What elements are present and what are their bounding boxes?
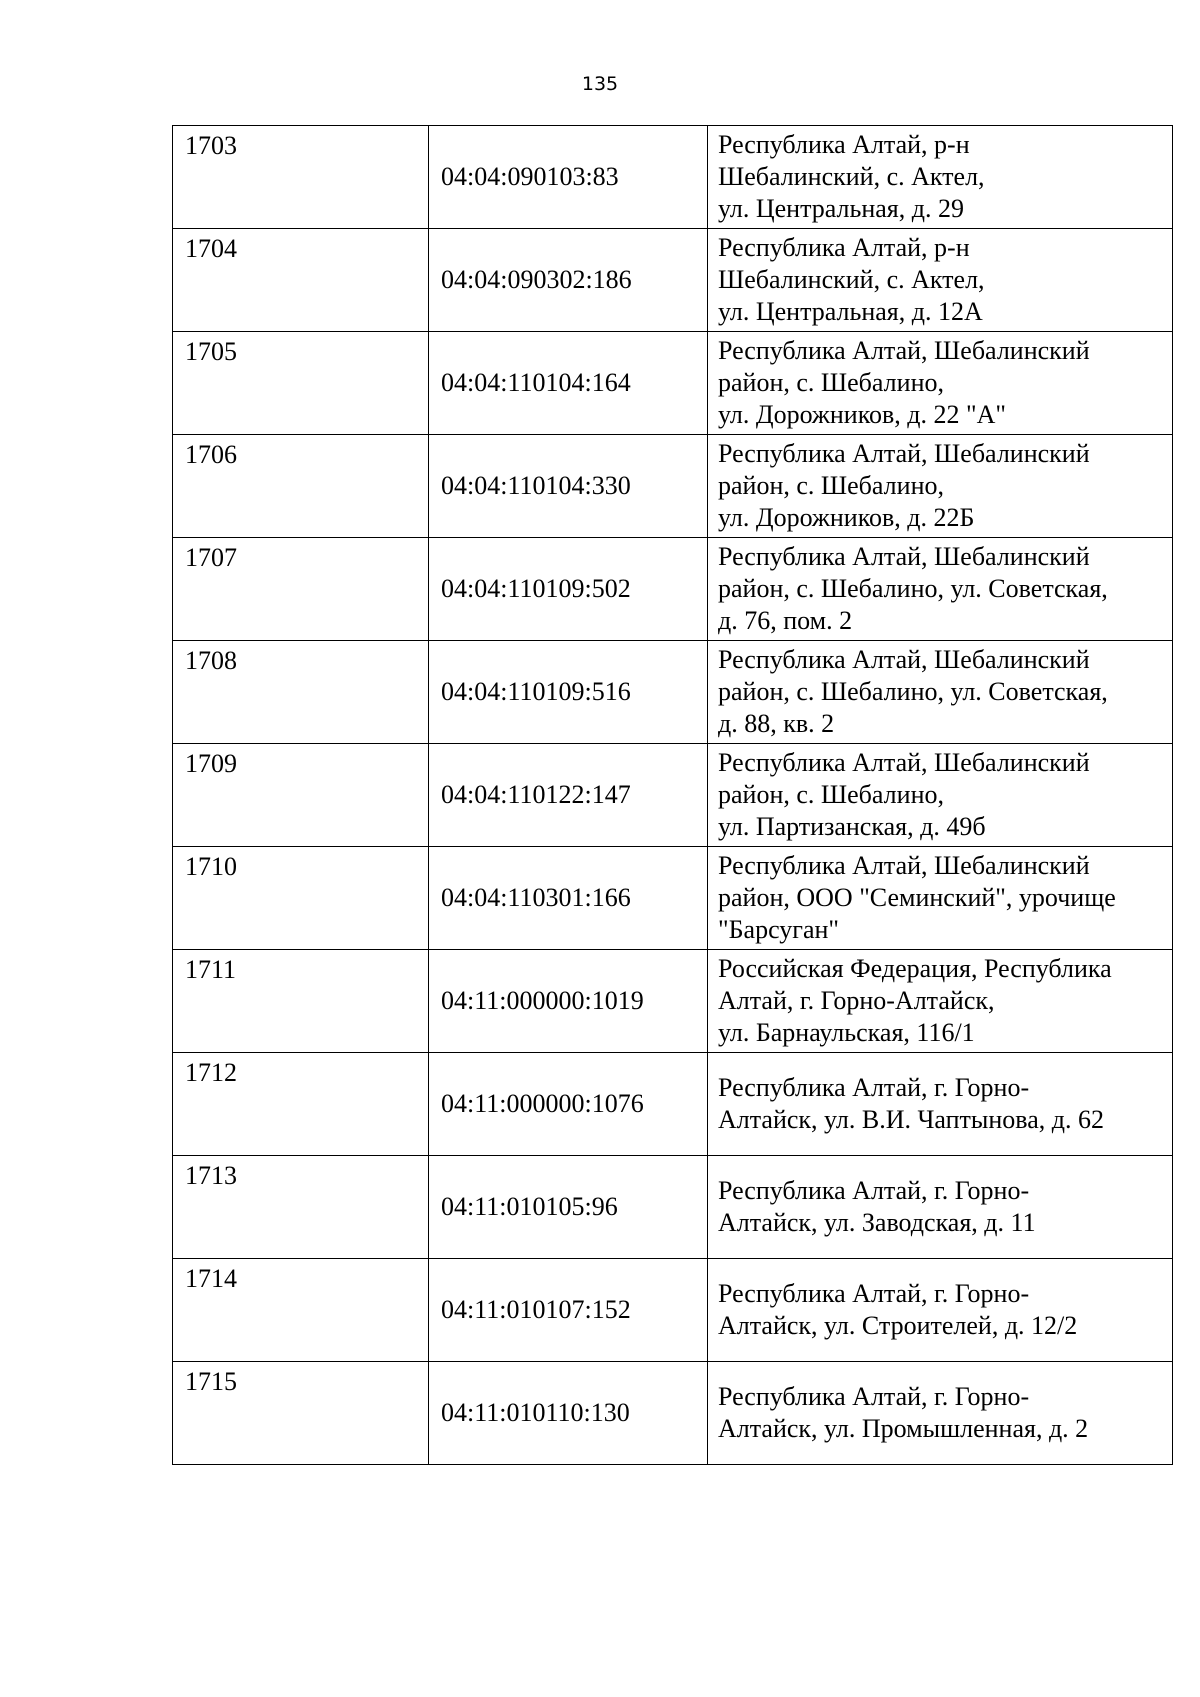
- table-row: [173, 744, 1173, 847]
- table-row: [173, 950, 1173, 1053]
- address-cell: [708, 950, 1173, 1053]
- cadastral-number-cell: 04:04:110301:166: [429, 847, 708, 950]
- address-line: Алтайск, ул. Заводская, д. 11: [718, 1208, 1036, 1237]
- table-row: [173, 1362, 1173, 1465]
- table-row: [173, 126, 1173, 229]
- address-line: район, с. Шебалино,: [718, 368, 944, 397]
- address-line: район, с. Шебалино,: [718, 780, 944, 809]
- address-line: ул. Барнаульская, 116/1: [718, 1018, 975, 1047]
- address-line: район, с. Шебалино, ул. Советская,: [718, 574, 1108, 603]
- table-row: [173, 847, 1173, 950]
- cadastral-number-cell: 04:11:000000:1019: [429, 950, 708, 1053]
- address-line: район, с. Шебалино, ул. Советская,: [718, 677, 1108, 706]
- address-line: Алтайск, ул. Промышленная, д. 2: [718, 1414, 1089, 1443]
- address-cell: [708, 538, 1173, 641]
- address-line: д. 88, кв. 2: [718, 709, 835, 738]
- address-line: "Барсуган": [718, 915, 840, 944]
- address-line: Республика Алтай, г. Горно-: [718, 1382, 1030, 1411]
- cadastral-number-cell: 04:04:110122:147: [429, 744, 708, 847]
- cadastral-number-cell: 04:11:010107:152: [429, 1259, 708, 1362]
- row-number-cell: 1706: [173, 435, 429, 538]
- address-line: район, с. Шебалино,: [718, 471, 944, 500]
- cadastral-number-cell: 04:11:010110:130: [429, 1362, 708, 1465]
- cadastral-number-cell: 04:04:110109:502: [429, 538, 708, 641]
- address-line: Республика Алтай, Шебалинский: [718, 336, 1090, 365]
- address-line: Республика Алтай, Шебалинский: [718, 439, 1090, 468]
- address-cell: [708, 744, 1173, 847]
- row-number-cell: 1711: [173, 950, 429, 1053]
- address-line: Республика Алтай, г. Горно-: [718, 1279, 1030, 1308]
- cadastral-number-cell: 04:04:110109:516: [429, 641, 708, 744]
- address-cell: [708, 332, 1173, 435]
- address-line: Республика Алтай, Шебалинский: [718, 542, 1090, 571]
- table-row: [173, 229, 1173, 332]
- address-line: Республика Алтай, Шебалинский: [718, 851, 1090, 880]
- address-line: ул. Дорожников, д. 22Б: [718, 503, 975, 532]
- table-row: [173, 538, 1173, 641]
- row-number-cell: 1704: [173, 229, 429, 332]
- address-line: Республика Алтай, р-н: [718, 130, 970, 159]
- address-line: Шебалинский, с. Актел,: [718, 265, 985, 294]
- address-cell: [708, 641, 1173, 744]
- address-cell: [708, 1053, 1173, 1156]
- address-line: район, ООО "Семинский", урочище: [718, 883, 1116, 912]
- cadastral-number-cell: 04:11:010105:96: [429, 1156, 708, 1259]
- address-cell: [708, 847, 1173, 950]
- address-line: Республика Алтай, Шебалинский: [718, 645, 1090, 674]
- row-number-cell: 1710: [173, 847, 429, 950]
- address-cell: [708, 1259, 1173, 1362]
- table-row: [173, 1156, 1173, 1259]
- address-line: ул. Центральная, д. 12А: [718, 297, 983, 326]
- row-number-cell: 1709: [173, 744, 429, 847]
- address-line: Республика Алтай, г. Горно-: [718, 1073, 1030, 1102]
- cadastral-number-cell: 04:11:000000:1076: [429, 1053, 708, 1156]
- row-number-cell: 1713: [173, 1156, 429, 1259]
- table-row: [173, 435, 1173, 538]
- table-row: [173, 1053, 1173, 1156]
- registry-table: [172, 125, 1173, 1465]
- address-cell: [708, 435, 1173, 538]
- address-cell: [708, 1156, 1173, 1259]
- address-line: Республика Алтай, р-н: [718, 233, 970, 262]
- address-line: д. 76, пом. 2: [718, 606, 853, 635]
- row-number-cell: 1708: [173, 641, 429, 744]
- address-line: Шебалинский, с. Актел,: [718, 162, 985, 191]
- address-cell: [708, 229, 1173, 332]
- cadastral-number-cell: 04:04:090302:186: [429, 229, 708, 332]
- cadastral-number-cell: 04:04:090103:83: [429, 126, 708, 229]
- row-number-cell: 1712: [173, 1053, 429, 1156]
- table-row: [173, 1259, 1173, 1362]
- address-cell: [708, 126, 1173, 229]
- cadastral-number-cell: 04:04:110104:164: [429, 332, 708, 435]
- address-line: Алтайск, ул. В.И. Чаптынова, д. 62: [718, 1105, 1104, 1134]
- row-number-cell: 1703: [173, 126, 429, 229]
- row-number-cell: 1714: [173, 1259, 429, 1362]
- table-row: [173, 332, 1173, 435]
- address-line: ул. Партизанская, д. 49б: [718, 812, 986, 841]
- address-line: Республика Алтай, г. Горно-: [718, 1176, 1030, 1205]
- table-row: [173, 641, 1173, 744]
- row-number-cell: 1715: [173, 1362, 429, 1465]
- row-number-cell: 1707: [173, 538, 429, 641]
- address-line: ул. Центральная, д. 29: [718, 194, 964, 223]
- registry-table-body: [173, 126, 1173, 1465]
- address-line: ул. Дорожников, д. 22 "А": [718, 400, 1007, 429]
- address-line: Алтайск, ул. Строителей, д. 12/2: [718, 1311, 1078, 1340]
- cadastral-number-cell: 04:04:110104:330: [429, 435, 708, 538]
- page-number: 135: [581, 73, 619, 95]
- address-line: Республика Алтай, Шебалинский: [718, 748, 1090, 777]
- address-cell: [708, 1362, 1173, 1465]
- address-line: Российская Федерация, Республика: [718, 954, 1112, 983]
- row-number-cell: 1705: [173, 332, 429, 435]
- address-line: Алтай, г. Горно-Алтайск,: [718, 986, 995, 1015]
